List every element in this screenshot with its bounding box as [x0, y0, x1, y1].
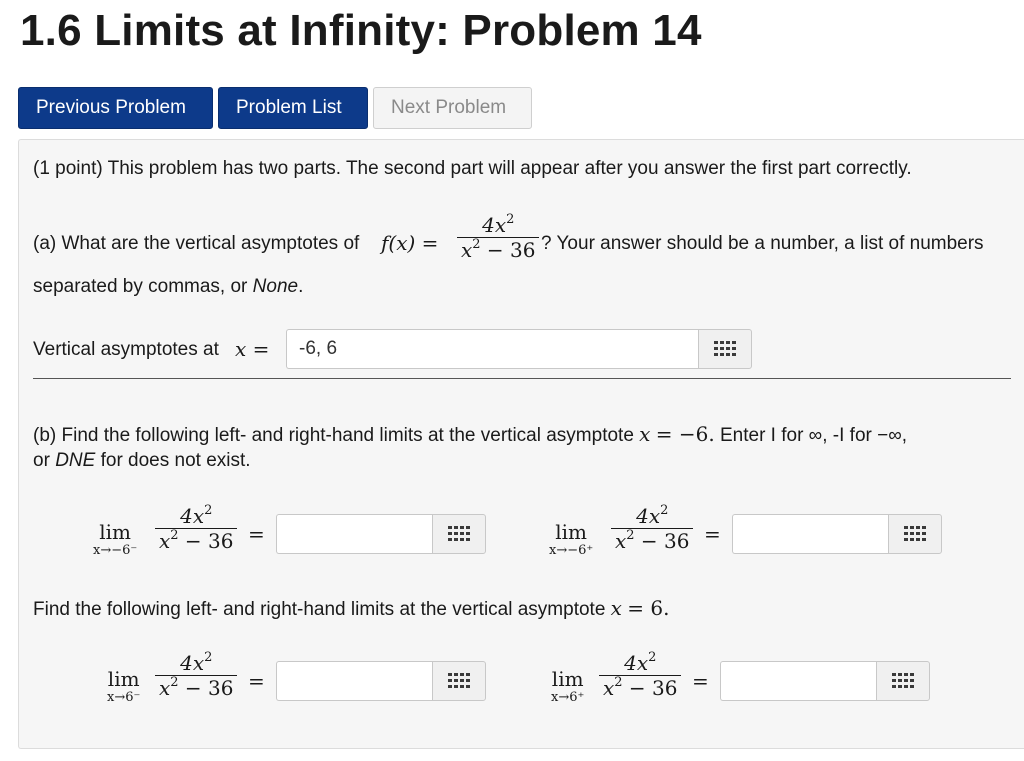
limit-equals: = [248, 669, 265, 693]
problem-panel [18, 139, 1024, 749]
previous-problem-button[interactable]: Previous Problem [18, 87, 213, 129]
limit-operator: lim x→−6⁻ [93, 520, 138, 558]
answer-label: Vertical asymptotes at [33, 339, 219, 360]
part-c-line: Find the following left- and right-hand limits at the vertical asymptote x = 6. [33, 596, 670, 620]
limit-equals: = [704, 522, 721, 546]
limit-operator: lim x→6⁺ [551, 667, 585, 705]
equation-editor-button[interactable] [432, 514, 486, 554]
part-a-line2: separated by commas, or None. [33, 276, 304, 297]
part-a-prefix: (a) What are the vertical asymptotes of [33, 233, 360, 254]
limit-operator: lim x→−6⁺ [549, 520, 594, 558]
limit-fraction: $4x^2$ $x^2 - 36$ [155, 651, 237, 700]
part-a-suffix: ? Your answer should be a number, a list of numbers [541, 233, 984, 254]
limit-right-neg6-input[interactable] [732, 514, 888, 554]
equation-editor-icon [448, 673, 470, 689]
limit-left-6-input[interactable] [276, 661, 432, 701]
limit-answer-group [720, 661, 930, 701]
equation-editor-icon [892, 673, 914, 689]
asymptote-answer-group [286, 329, 752, 369]
limit-answer-group [276, 661, 486, 701]
part-b-line1: (b) Find the following left- and right-hand limits at the vertical asymptote x = −6. Enter I for ∞, -I for −∞, [33, 422, 908, 446]
limit-equals: = [248, 522, 265, 546]
limit-fraction: $4x^2$ $x^2 - 36$ [611, 504, 693, 553]
limit-equals: = [692, 669, 709, 693]
limit-fraction: $4x^2$ $x^2 - 36$ [599, 651, 681, 700]
limit-answer-group [732, 514, 942, 554]
equation-editor-button[interactable] [888, 514, 942, 554]
function-lhs: f(x) = [381, 231, 439, 255]
asymptote-answer-input[interactable] [286, 329, 698, 369]
problem-nav [18, 87, 532, 129]
equation-editor-icon [904, 526, 926, 542]
problem-intro: (1 point) This problem has two parts. The second part will appear after you answer the first part correctly. [33, 158, 912, 179]
limit-left-neg6-input[interactable] [276, 514, 432, 554]
limit-fraction: $4x^2$ $x^2 - 36$ [155, 504, 237, 553]
page-title: 1.6 Limits at Infinity: Problem 14 [20, 6, 702, 55]
next-problem-button[interactable]: Next Problem [373, 87, 532, 129]
section-divider [33, 378, 1011, 379]
answer-x-equals: x = [235, 337, 270, 361]
limit-right-6-input[interactable] [720, 661, 876, 701]
fraction-numerator: $4x^2$ [482, 212, 515, 237]
function-fraction [457, 213, 539, 262]
part-b-line2: or DNE for does not exist. [33, 450, 251, 471]
fraction-denominator: $x^2 - 36$ [461, 237, 536, 262]
limit-operator: lim x→6⁻ [107, 667, 141, 705]
problem-list-button[interactable]: Problem List [218, 87, 368, 129]
equation-editor-icon [714, 341, 736, 357]
limit-answer-group [276, 514, 486, 554]
equation-editor-button[interactable] [698, 329, 752, 369]
equation-editor-button[interactable] [432, 661, 486, 701]
equation-editor-icon [448, 526, 470, 542]
equation-editor-button[interactable] [876, 661, 930, 701]
